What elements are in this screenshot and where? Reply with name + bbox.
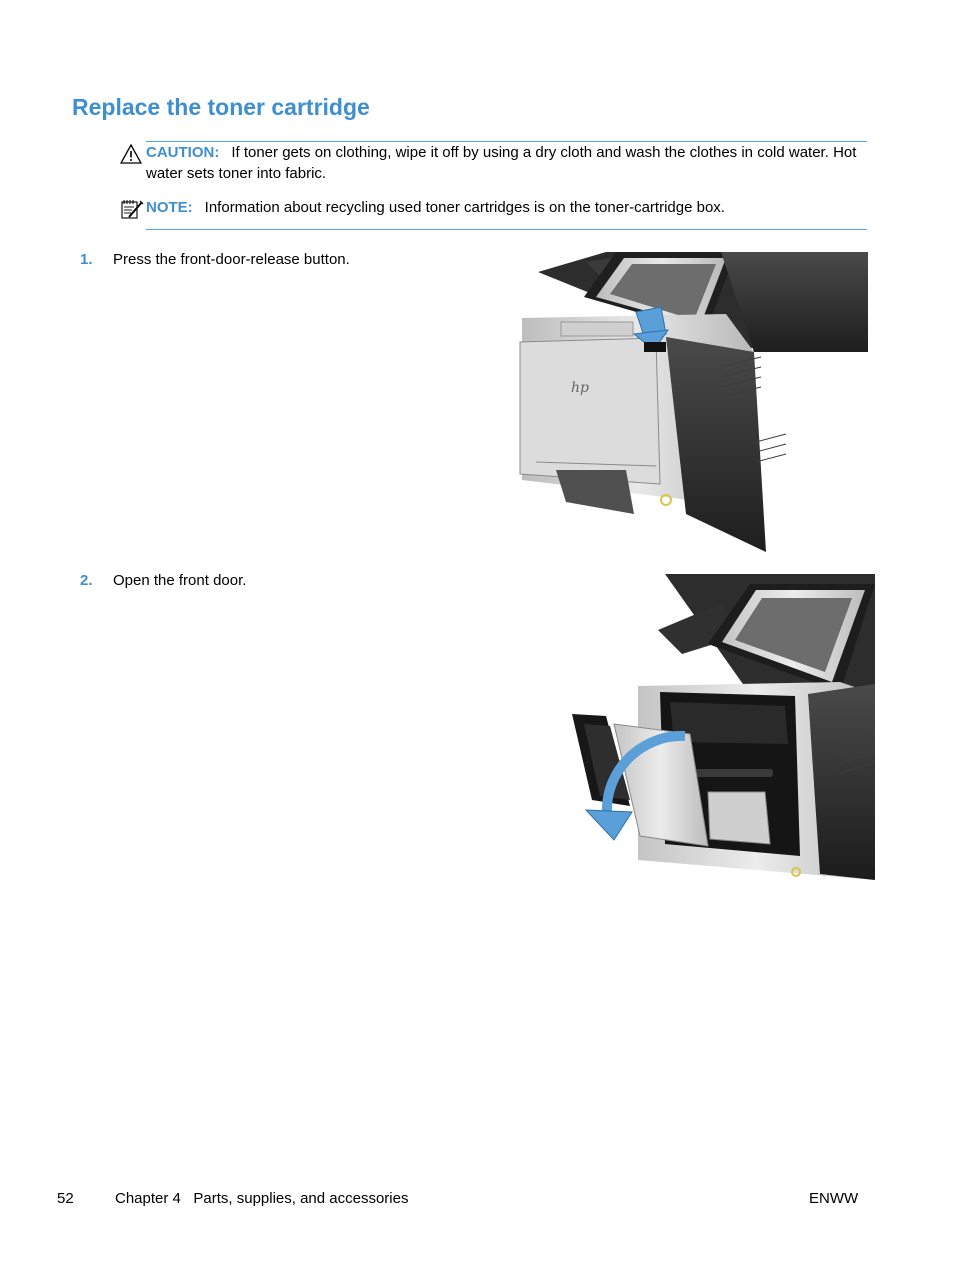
note-block — [120, 197, 866, 218]
caution-text: If toner gets on clothing, wipe it off by using a dry cloth and wash the clothes in cold water. Hot water sets toner into fabric. — [146, 144, 857, 182]
chapter-title: Chapter 4 Parts, supplies, and accessories — [115, 1190, 409, 1207]
document-code: ENWW — [809, 1190, 859, 1207]
step-text: Press the front-door-release button. — [113, 251, 350, 268]
printer-front-door-open-illustration — [570, 574, 875, 880]
page-number: 52 — [57, 1190, 74, 1207]
note-text: Information about recycling used toner cartridges is on the toner-cartridge box. — [204, 199, 725, 216]
note-label: NOTE: — [146, 199, 193, 216]
step-number: 2. — [80, 572, 93, 589]
step-text: Open the front door. — [113, 572, 247, 589]
note-bottom-rule — [146, 229, 867, 230]
page-title: Replace the toner cartridge — [72, 94, 370, 120]
svg-text:hp: hp — [571, 380, 589, 396]
step-item — [80, 251, 350, 268]
caution-block — [120, 142, 866, 184]
printer-front-door-release-illustration — [516, 252, 868, 554]
step-item — [80, 572, 246, 589]
note-icon — [120, 198, 144, 220]
warning-icon — [120, 144, 142, 164]
caution-label: CAUTION: — [146, 144, 220, 161]
step-number: 1. — [80, 251, 93, 268]
